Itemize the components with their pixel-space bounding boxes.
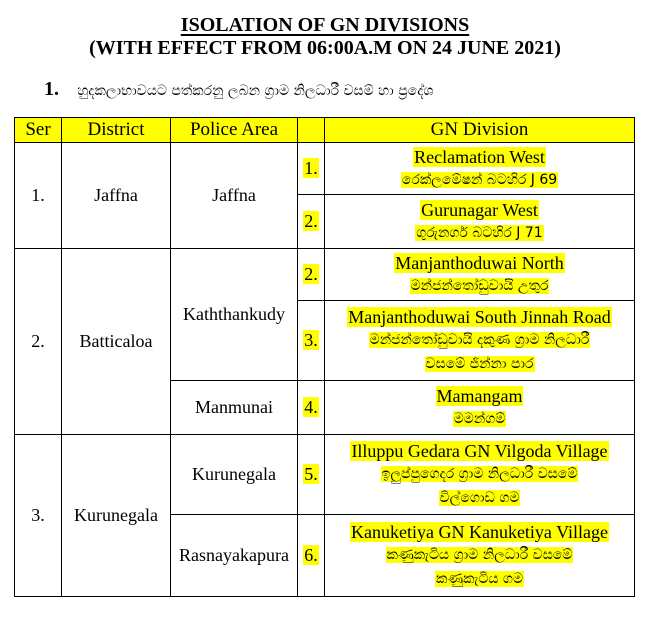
table-row	[15, 143, 635, 195]
police-area-cell: Kurunegala	[171, 435, 298, 515]
header-no	[298, 118, 325, 143]
table-row	[15, 435, 635, 515]
division-no-cell: 6.	[298, 515, 325, 597]
ser-cell: 2.	[15, 249, 62, 435]
division-no-cell: 1.	[298, 143, 325, 195]
document-title: ISOLATION OF GN DIVISIONS	[180, 14, 470, 36]
police-area-cell: Rasnayakapura	[171, 515, 298, 597]
district-cell: Jaffna	[62, 143, 171, 249]
ser-cell: 1.	[15, 143, 62, 249]
police-area-cell: Manmunai	[171, 381, 298, 435]
police-area-cell: Kaththankudy	[171, 249, 298, 381]
gn-division-cell: Manjanthoduwai South Jinnah Road මන්ජන්තෝඩුවායි දකුණ ග්‍රාම නිලධාරී වසමේ ජින්නා පාර	[325, 301, 635, 381]
gn-division-cell: Gurunagar West ගුරුනගර් බටහිර J 71	[325, 195, 635, 249]
section-heading	[44, 78, 433, 101]
ser-cell: 3.	[15, 435, 62, 597]
district-cell: Batticaloa	[62, 249, 171, 435]
header-district: District	[62, 118, 171, 143]
gn-division-cell: Reclamation West රෙක්ලමේෂන් බටහිර J 69	[325, 143, 635, 195]
division-no-cell: 4.	[298, 381, 325, 435]
gn-division-cell: Mamangam මමන්ගම්	[325, 381, 635, 435]
section-number: 1.	[44, 78, 59, 100]
gn-division-table	[14, 117, 635, 597]
police-area-cell: Jaffna	[171, 143, 298, 249]
header-ser: Ser	[15, 118, 62, 143]
division-no-cell: 2.	[298, 195, 325, 249]
section-text: හුදකලාභාවයට පත්කරනු ලබන ග්‍රාම නිලධාරී වසම් හා ප්‍රදේශ	[77, 83, 434, 99]
table-row	[15, 249, 635, 301]
division-no-cell: 3.	[298, 301, 325, 381]
division-no-cell: 5.	[298, 435, 325, 515]
gn-division-cell: Kanuketiya GN Kanuketiya Village කණුකැටිය ග්‍රාම නිලධාරී වසමේ කණුකැටිය ගම	[325, 515, 635, 597]
district-cell: Kurunegala	[62, 435, 171, 597]
gn-division-cell: Illuppu Gedara GN Vilgoda Village ඉලුප්පුගෙදර ග්‍රාම නිලධාරී වසමේ විල්ගොඩ ගම	[325, 435, 635, 515]
document-subtitle: (WITH EFFECT FROM 06:00A.M ON 24 JUNE 2021)	[89, 37, 561, 59]
table-header-row	[15, 118, 635, 143]
header-police-area: Police Area	[171, 118, 298, 143]
division-no-cell: 2.	[298, 249, 325, 301]
gn-division-cell: Manjanthoduwai North මන්ජන්තෝඩුවායි උතුර	[325, 249, 635, 301]
header-gn-division: GN Division	[325, 118, 635, 143]
